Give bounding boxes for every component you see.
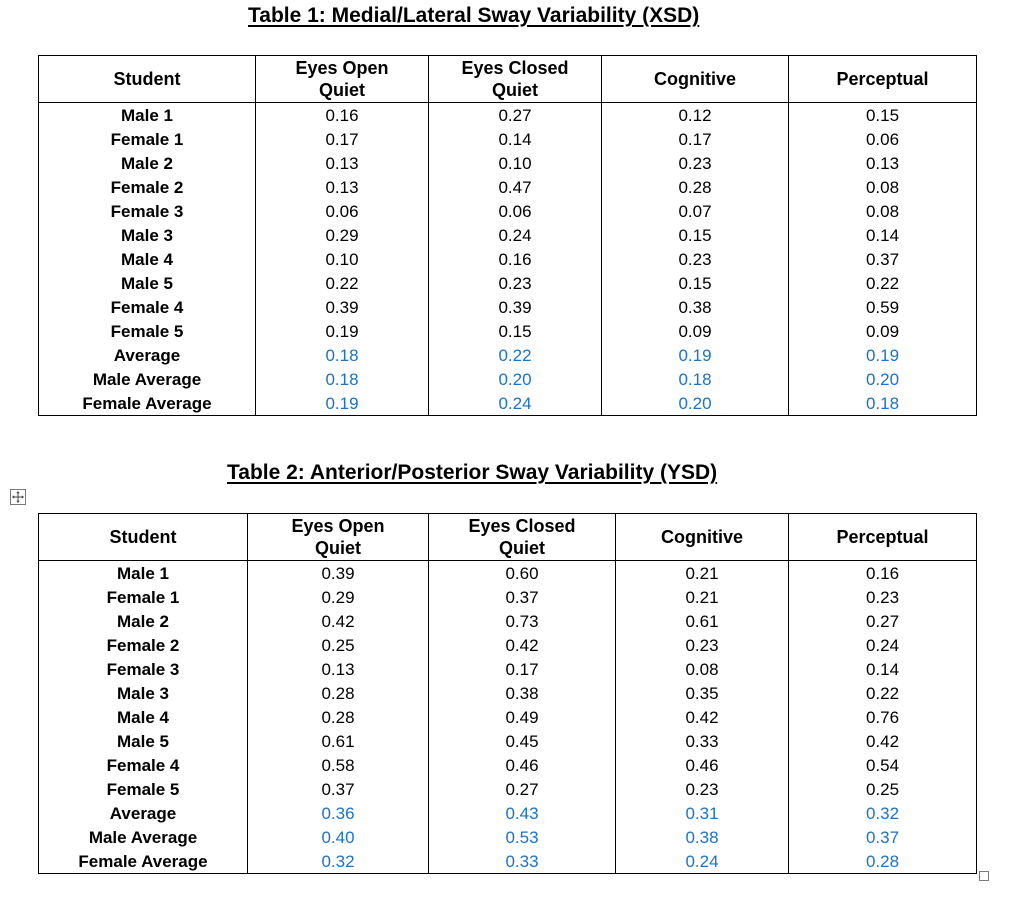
perceptual-cell: 0.54: [789, 753, 977, 777]
perceptual-cell: 0.06: [789, 127, 977, 151]
eyes-closed-cell: 0.17: [429, 657, 616, 681]
table1-medial-lateral: [38, 55, 977, 416]
cognitive-cell: 0.15: [602, 223, 789, 247]
perceptual-cell: 0.09: [789, 319, 977, 343]
perceptual-cell: 0.08: [789, 175, 977, 199]
eyes-closed-cell: 0.33: [429, 849, 616, 874]
cognitive-cell: 0.19: [602, 343, 789, 367]
cognitive-cell: 0.07: [602, 199, 789, 223]
perceptual-cell: 0.08: [789, 199, 977, 223]
table-row: [39, 753, 977, 777]
table-row: [39, 633, 977, 657]
eyes-closed-cell: 0.38: [429, 681, 616, 705]
table-row: [39, 127, 977, 151]
table-row: [39, 561, 977, 586]
eyes-closed-cell: 0.39: [429, 295, 602, 319]
header-eyes-open-quiet: [248, 514, 429, 561]
eyes-open-cell: 0.39: [256, 295, 429, 319]
eyes-closed-cell: 0.24: [429, 223, 602, 247]
eyes-closed-cell: 0.24: [429, 391, 602, 416]
header-student: Student: [39, 514, 248, 561]
table2-anterior-posterior: [38, 513, 977, 874]
student-cell: Female Average: [39, 391, 256, 416]
perceptual-cell: 0.37: [789, 825, 977, 849]
student-cell: Female 1: [39, 585, 248, 609]
eyes-open-cell: 0.42: [248, 609, 429, 633]
header-cognitive: Cognitive: [602, 56, 789, 103]
eyes-closed-cell: 0.49: [429, 705, 616, 729]
table-row: [39, 247, 977, 271]
table-row: [39, 175, 977, 199]
perceptual-cell: 0.27: [789, 609, 977, 633]
student-cell: Male 2: [39, 151, 256, 175]
eyes-open-cell: 0.58: [248, 753, 429, 777]
eyes-closed-cell: 0.14: [429, 127, 602, 151]
table1-header-row: [39, 56, 977, 103]
cognitive-cell: 0.38: [602, 295, 789, 319]
eyes-open-cell: 0.13: [256, 175, 429, 199]
student-cell: Male Average: [39, 367, 256, 391]
cognitive-cell: 0.28: [602, 175, 789, 199]
header-eyes-closed-quiet: [429, 514, 616, 561]
eyes-open-cell: 0.37: [248, 777, 429, 801]
cognitive-cell: 0.24: [616, 849, 789, 874]
perceptual-cell: 0.25: [789, 777, 977, 801]
student-cell: Male 1: [39, 561, 248, 586]
header-eyes-open-line1: Eyes Open: [291, 516, 385, 536]
cognitive-cell: 0.38: [616, 825, 789, 849]
header-eyes-closed-line2: Quiet: [491, 80, 538, 100]
header-student: Student: [39, 56, 256, 103]
eyes-open-cell: 0.13: [256, 151, 429, 175]
table-row: [39, 319, 977, 343]
header-perceptual: Perceptual: [789, 514, 977, 561]
cognitive-cell: 0.12: [602, 103, 789, 128]
student-cell: Average: [39, 801, 248, 825]
perceptual-cell: 0.24: [789, 633, 977, 657]
student-cell: Female 2: [39, 175, 256, 199]
perceptual-cell: 0.19: [789, 343, 977, 367]
table-row: [39, 825, 977, 849]
student-cell: Female 3: [39, 657, 248, 681]
perceptual-cell: 0.14: [789, 223, 977, 247]
eyes-closed-cell: 0.42: [429, 633, 616, 657]
cognitive-cell: 0.46: [616, 753, 789, 777]
header-eyes-closed-line2: Quiet: [498, 538, 545, 558]
table-row: [39, 777, 977, 801]
eyes-open-cell: 0.29: [248, 585, 429, 609]
header-eyes-open-line2: Quiet: [314, 538, 361, 558]
table-row: [39, 849, 977, 874]
eyes-open-cell: 0.28: [248, 681, 429, 705]
eyes-open-cell: 0.25: [248, 633, 429, 657]
perceptual-cell: 0.76: [789, 705, 977, 729]
eyes-open-cell: 0.39: [248, 561, 429, 586]
perceptual-cell: 0.15: [789, 103, 977, 128]
cognitive-cell: 0.42: [616, 705, 789, 729]
eyes-closed-cell: 0.06: [429, 199, 602, 223]
cognitive-cell: 0.20: [602, 391, 789, 416]
table-row: [39, 367, 977, 391]
eyes-closed-cell: 0.47: [429, 175, 602, 199]
student-cell: Female 1: [39, 127, 256, 151]
perceptual-cell: 0.13: [789, 151, 977, 175]
table-row: [39, 271, 977, 295]
eyes-open-cell: 0.16: [256, 103, 429, 128]
perceptual-cell: 0.37: [789, 247, 977, 271]
perceptual-cell: 0.59: [789, 295, 977, 319]
eyes-open-cell: 0.22: [256, 271, 429, 295]
eyes-closed-cell: 0.53: [429, 825, 616, 849]
header-eyes-open-line2: Quiet: [318, 80, 365, 100]
eyes-closed-cell: 0.45: [429, 729, 616, 753]
header-eyes-closed-quiet: [429, 56, 602, 103]
table-row: [39, 609, 977, 633]
student-cell: Female 3: [39, 199, 256, 223]
perceptual-cell: 0.20: [789, 367, 977, 391]
header-perceptual: Perceptual: [789, 56, 977, 103]
table-row: [39, 801, 977, 825]
table-row: [39, 391, 977, 416]
perceptual-cell: 0.18: [789, 391, 977, 416]
eyes-closed-cell: 0.15: [429, 319, 602, 343]
eyes-closed-cell: 0.16: [429, 247, 602, 271]
student-cell: Female Average: [39, 849, 248, 874]
eyes-closed-cell: 0.23: [429, 271, 602, 295]
eyes-closed-cell: 0.20: [429, 367, 602, 391]
cognitive-cell: 0.17: [602, 127, 789, 151]
eyes-closed-cell: 0.27: [429, 777, 616, 801]
eyes-closed-cell: 0.46: [429, 753, 616, 777]
perceptual-cell: 0.14: [789, 657, 977, 681]
cognitive-cell: 0.35: [616, 681, 789, 705]
table-row: [39, 729, 977, 753]
student-cell: Male 3: [39, 223, 256, 247]
table-row: [39, 223, 977, 247]
eyes-closed-cell: 0.22: [429, 343, 602, 367]
eyes-open-cell: 0.06: [256, 199, 429, 223]
eyes-closed-cell: 0.43: [429, 801, 616, 825]
cognitive-cell: 0.09: [602, 319, 789, 343]
student-cell: Male 4: [39, 705, 248, 729]
cognitive-cell: 0.08: [616, 657, 789, 681]
eyes-open-cell: 0.40: [248, 825, 429, 849]
perceptual-cell: 0.22: [789, 271, 977, 295]
eyes-open-cell: 0.32: [248, 849, 429, 874]
student-cell: Male Average: [39, 825, 248, 849]
perceptual-cell: 0.28: [789, 849, 977, 874]
student-cell: Female 4: [39, 753, 248, 777]
header-eyes-closed-line1: Eyes Closed: [461, 58, 569, 78]
student-cell: Female 5: [39, 777, 248, 801]
table1-title: Table 1: Medial/Lateral Sway Variability (XSD): [248, 4, 700, 27]
resize-handle-icon[interactable]: [979, 871, 989, 881]
perceptual-cell: 0.22: [789, 681, 977, 705]
table-move-handle[interactable]: [10, 489, 26, 505]
student-cell: Male 4: [39, 247, 256, 271]
perceptual-cell: 0.42: [789, 729, 977, 753]
eyes-open-cell: 0.61: [248, 729, 429, 753]
cognitive-cell: 0.61: [616, 609, 789, 633]
student-cell: Male 1: [39, 103, 256, 128]
cognitive-cell: 0.23: [616, 777, 789, 801]
table-row: [39, 343, 977, 367]
cognitive-cell: 0.18: [602, 367, 789, 391]
header-cognitive: Cognitive: [616, 514, 789, 561]
cognitive-cell: 0.23: [616, 633, 789, 657]
cognitive-cell: 0.23: [602, 151, 789, 175]
student-cell: Female 4: [39, 295, 256, 319]
perceptual-cell: 0.23: [789, 585, 977, 609]
cognitive-cell: 0.15: [602, 271, 789, 295]
student-cell: Average: [39, 343, 256, 367]
cognitive-cell: 0.23: [602, 247, 789, 271]
student-cell: Female 5: [39, 319, 256, 343]
eyes-open-cell: 0.18: [256, 343, 429, 367]
eyes-closed-cell: 0.37: [429, 585, 616, 609]
perceptual-cell: 0.16: [789, 561, 977, 586]
student-cell: Female 2: [39, 633, 248, 657]
perceptual-cell: 0.32: [789, 801, 977, 825]
eyes-closed-cell: 0.73: [429, 609, 616, 633]
student-cell: Male 3: [39, 681, 248, 705]
table-row: [39, 585, 977, 609]
student-cell: Male 5: [39, 271, 256, 295]
eyes-closed-cell: 0.60: [429, 561, 616, 586]
table-row: [39, 199, 977, 223]
table-row: [39, 151, 977, 175]
eyes-open-cell: 0.29: [256, 223, 429, 247]
table-row: [39, 681, 977, 705]
table2-header-row: [39, 514, 977, 561]
student-cell: Male 2: [39, 609, 248, 633]
move-arrows-icon: [12, 491, 24, 503]
cognitive-cell: 0.21: [616, 561, 789, 586]
eyes-open-cell: 0.10: [256, 247, 429, 271]
table1-body: [39, 103, 977, 416]
eyes-open-cell: 0.17: [256, 127, 429, 151]
student-cell: Male 5: [39, 729, 248, 753]
eyes-open-cell: 0.36: [248, 801, 429, 825]
cognitive-cell: 0.21: [616, 585, 789, 609]
table-row: [39, 103, 977, 128]
table-row: [39, 295, 977, 319]
eyes-closed-cell: 0.27: [429, 103, 602, 128]
table2-title: Table 2: Anterior/Posterior Sway Variability (YSD): [227, 461, 718, 484]
header-eyes-open-quiet: [256, 56, 429, 103]
table2-body: [39, 561, 977, 874]
eyes-open-cell: 0.28: [248, 705, 429, 729]
header-eyes-open-line1: Eyes Open: [295, 58, 389, 78]
cognitive-cell: 0.33: [616, 729, 789, 753]
eyes-open-cell: 0.13: [248, 657, 429, 681]
eyes-open-cell: 0.18: [256, 367, 429, 391]
table-row: [39, 705, 977, 729]
eyes-closed-cell: 0.10: [429, 151, 602, 175]
eyes-open-cell: 0.19: [256, 319, 429, 343]
eyes-open-cell: 0.19: [256, 391, 429, 416]
header-eyes-closed-line1: Eyes Closed: [468, 516, 576, 536]
cognitive-cell: 0.31: [616, 801, 789, 825]
table-row: [39, 657, 977, 681]
